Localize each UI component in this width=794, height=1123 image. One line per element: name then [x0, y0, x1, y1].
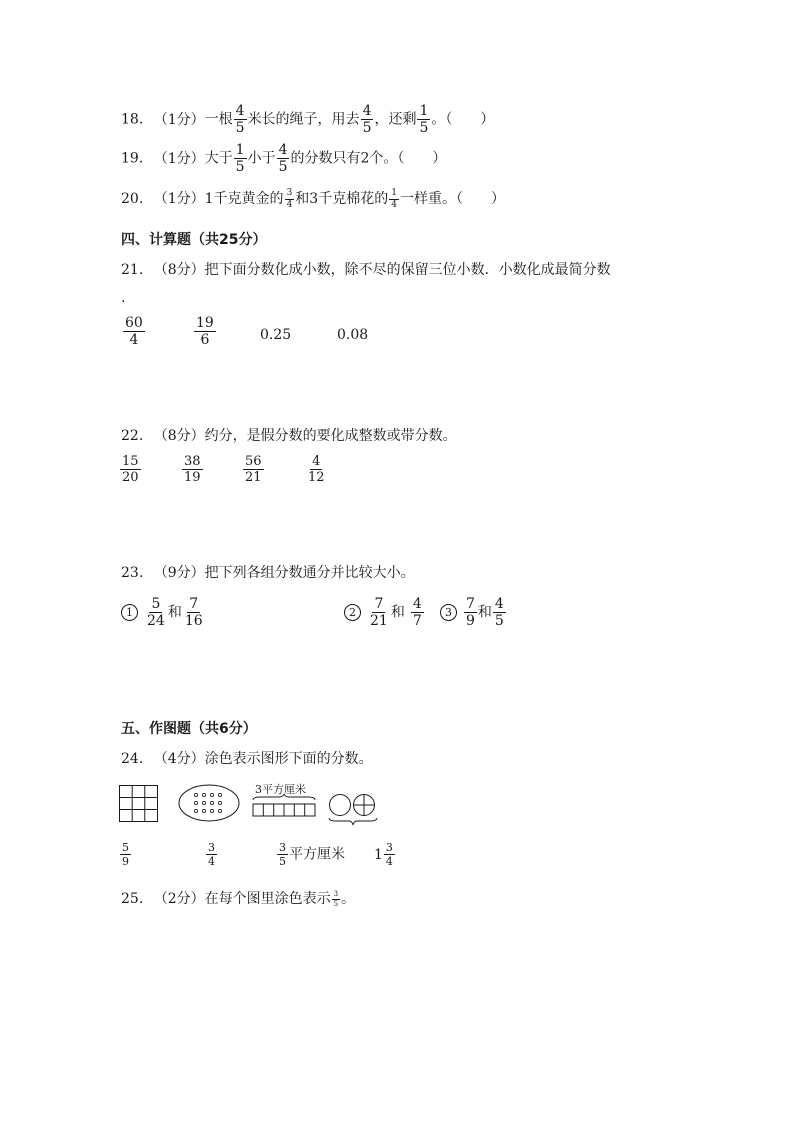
- fraction: $\frac{1}{5}$: [235, 142, 245, 175]
- fraction: $\frac{4}{5}$: [362, 103, 372, 136]
- fraction-item: $\frac{56}{21}$: [245, 454, 262, 485]
- fraction-item: $\frac{19}{6}$: [196, 315, 214, 348]
- question-score: （9分）: [153, 565, 205, 581]
- section-title-drawing: 五、作图题（共6分）: [121, 721, 257, 737]
- question-21: [121, 259, 611, 279]
- grid-figure[interactable]: [119, 785, 159, 823]
- fraction: $\frac{3}{5}$: [333, 889, 339, 908]
- question-18: 18. （1分）一根 $\frac{4}{5}$ 米长的绳子，用去 $\frac{4}{5}$ ，还剩 $\frac{1}{5}$ 。（ ）: [121, 103, 495, 136]
- figure-label: $\frac{3}{5}$ 平方厘米: [279, 841, 345, 868]
- two-circles-figure[interactable]: [328, 792, 378, 828]
- question-text: 把下列各组分数通分并比较大小。: [204, 565, 415, 581]
- circled-number: 1: [121, 604, 138, 621]
- question-19: 19. （1分）大于 $\frac{1}{5}$ 小于 $\frac{4}{5}$ 的分数只有2个。（ ）: [121, 142, 447, 175]
- question-number: 24.: [121, 751, 144, 767]
- figure-label: $\frac{5}{9}$: [122, 841, 129, 868]
- question-number: 18.: [121, 111, 144, 128]
- question-text: 把下面分数化成小数，除不尽的保留三位小数．小数化成最简分数: [204, 262, 611, 278]
- question-number: 21.: [121, 262, 144, 278]
- question-number: 20.: [121, 191, 144, 207]
- ellipse-dots-figure[interactable]: [177, 783, 241, 823]
- question-20: 20. （1分）1千克黄金的 $\frac{3}{4}$ 和3千克棉花的 $\frac{1}{4}$ 一样重。（ ）: [121, 187, 505, 210]
- question-text: 在每个图里涂色表示: [204, 891, 331, 907]
- compare-group-1: 1 $\frac{5}{24}$ 和 $\frac{7}{16}$: [121, 597, 206, 628]
- question-score: （1分）: [153, 111, 205, 128]
- circled-number: 3: [440, 604, 457, 621]
- question-23: [121, 562, 415, 582]
- question-number: 23.: [121, 565, 144, 581]
- decimal-item: 0.08: [337, 327, 369, 343]
- fraction: $\frac{1}{4}$: [391, 187, 397, 210]
- question-24: [121, 748, 373, 768]
- question-score: （4分）: [153, 751, 205, 767]
- question-score: （1分）: [153, 150, 205, 167]
- fraction: $\frac{3}{4}$: [286, 187, 293, 210]
- question-number: 19.: [121, 150, 144, 167]
- question-number: 25.: [121, 891, 144, 907]
- question-21-tail: .: [121, 290, 126, 306]
- fraction: $\frac{4}{5}$: [235, 103, 245, 136]
- question-score: （8分）: [153, 262, 205, 278]
- question-25: 25. （2分）在每个图里涂色表示 $\frac{3}{5}$ 。: [121, 889, 356, 908]
- bar-label: 3平方厘米: [255, 783, 306, 796]
- fraction: $\frac{4}{5}$: [278, 142, 288, 175]
- question-text: 涂色表示图形下面的分数。: [204, 751, 373, 767]
- fraction-item: $\frac{15}{20}$: [122, 454, 139, 485]
- figure-label: 1 $\frac{3}{4}$: [374, 841, 393, 868]
- fraction-item: $\frac{38}{19}$: [184, 454, 201, 485]
- question-text: 约分，是假分数的要化成整数或带分数。: [204, 428, 457, 444]
- question-22: [121, 425, 457, 445]
- question-score: （8分）: [153, 428, 205, 444]
- compare-group-2: 2 $\frac{7}{21}$ 和 $\frac{4}{7}$: [344, 597, 425, 628]
- section-title-calculation: 四、计算题（共25分）: [121, 232, 267, 248]
- decimal-item: 0.25: [260, 327, 292, 343]
- question-score: （2分）: [153, 891, 205, 907]
- question-score: （1分）: [153, 191, 205, 207]
- circled-number: 2: [344, 604, 361, 621]
- fraction: $\frac{1}{5}$: [419, 103, 429, 136]
- fraction-item: $\frac{4}{12}$: [308, 454, 325, 485]
- compare-group-3: 3 $\frac{7}{9}$ 和 $\frac{4}{5}$: [440, 597, 507, 628]
- question-number: 22.: [121, 428, 144, 444]
- figure-label: $\frac{3}{4}$: [208, 841, 215, 868]
- fraction-item: $\frac{60}{4}$: [125, 315, 143, 348]
- segmented-bar-figure[interactable]: [252, 794, 316, 820]
